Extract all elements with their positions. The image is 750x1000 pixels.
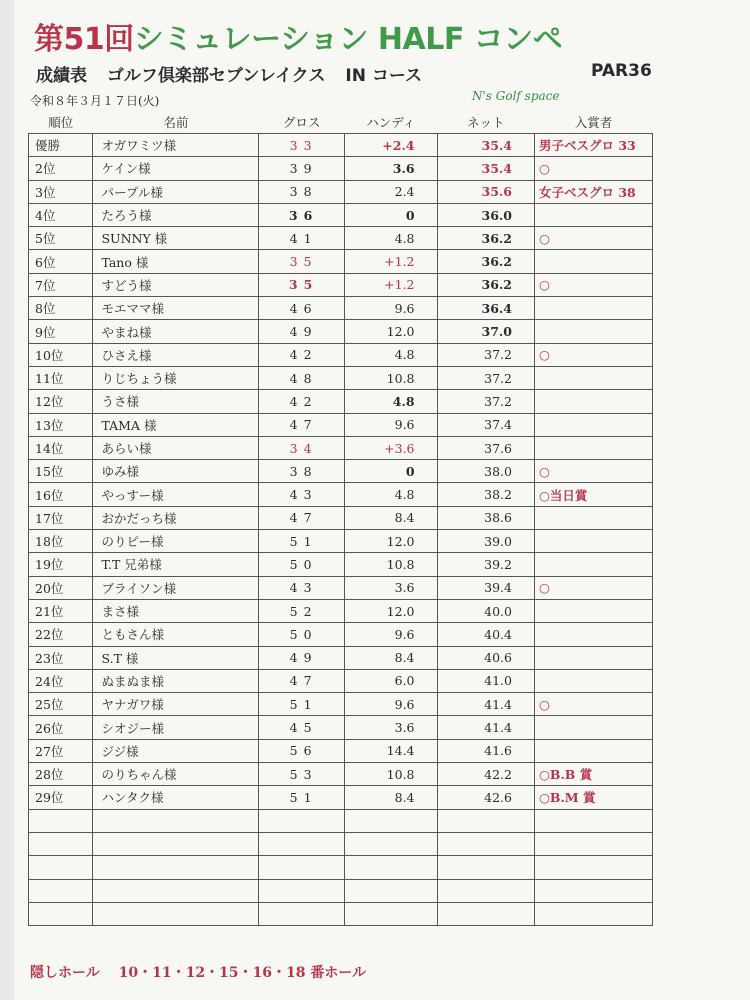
empty-row bbox=[29, 832, 653, 855]
name-cell: たろう様 bbox=[93, 203, 259, 226]
table-row bbox=[29, 390, 653, 413]
gross-cell: 48 bbox=[259, 366, 345, 389]
hidden-holes-label: 隠しホール bbox=[30, 965, 100, 981]
name-cell: T.T 兄弟様 bbox=[93, 553, 259, 576]
header-prize: 入賞者 bbox=[574, 114, 613, 130]
rank-cell: 12位 bbox=[29, 390, 93, 413]
header-name: 名前 bbox=[163, 114, 189, 130]
name-cell: のりピー様 bbox=[93, 530, 259, 553]
prize-cell: ○ bbox=[534, 157, 652, 180]
net-cell bbox=[437, 879, 534, 902]
title-event: シミュレーション HALF コンペ bbox=[133, 22, 563, 57]
net-cell: 38.2 bbox=[437, 483, 534, 506]
prize-cell bbox=[534, 366, 652, 389]
gross-cell: 43 bbox=[259, 576, 345, 599]
handicap-cell: 8.4 bbox=[345, 646, 437, 669]
handicap-cell: 3.6 bbox=[345, 716, 437, 739]
table-row bbox=[29, 366, 653, 389]
handicap-cell: 10.8 bbox=[345, 553, 437, 576]
gross-cell: 39 bbox=[259, 157, 345, 180]
table-row bbox=[29, 669, 653, 692]
hidden-holes-list: 10・11・12・15・16・18 番ホール bbox=[118, 965, 367, 981]
handicap-cell: 9.6 bbox=[345, 693, 437, 716]
name-cell bbox=[93, 902, 259, 925]
net-cell: 41.4 bbox=[437, 693, 534, 716]
net-cell: 41.4 bbox=[437, 716, 534, 739]
rank-cell: 8位 bbox=[29, 297, 93, 320]
name-cell: TAMA 様 bbox=[93, 413, 259, 436]
name-cell: のりちゃん様 bbox=[93, 763, 259, 786]
rank-cell: 優勝 bbox=[29, 134, 93, 157]
rank-cell: 18位 bbox=[29, 530, 93, 553]
empty-row bbox=[29, 902, 653, 925]
net-cell: 36.0 bbox=[437, 203, 534, 226]
handicap-cell: 9.6 bbox=[345, 297, 437, 320]
name-cell: まさ様 bbox=[93, 599, 259, 622]
prize-cell: ○B.M 賞 bbox=[534, 786, 652, 809]
prize-cell: ○ bbox=[534, 227, 652, 250]
gross-cell: 51 bbox=[259, 786, 345, 809]
prize-cell bbox=[534, 832, 652, 855]
rank-cell: 7位 bbox=[29, 273, 93, 296]
prize-cell bbox=[534, 879, 652, 902]
table-row bbox=[29, 506, 653, 529]
name-cell: ハンタク様 bbox=[93, 786, 259, 809]
table-row bbox=[29, 273, 653, 296]
handicap-cell: +3.6 bbox=[345, 436, 437, 459]
net-cell bbox=[437, 832, 534, 855]
net-cell: 37.0 bbox=[437, 320, 534, 343]
gross-cell bbox=[259, 809, 345, 832]
prize-cell bbox=[534, 436, 652, 459]
name-cell: りじちょう様 bbox=[93, 366, 259, 389]
rank-cell: 27位 bbox=[29, 739, 93, 762]
gross-cell: 53 bbox=[259, 763, 345, 786]
table-row bbox=[29, 297, 653, 320]
rank-cell bbox=[29, 809, 93, 832]
gross-cell: 38 bbox=[259, 180, 345, 203]
net-cell: 37.2 bbox=[437, 343, 534, 366]
handicap-cell: 12.0 bbox=[345, 599, 437, 622]
empty-row bbox=[29, 809, 653, 832]
rank-cell: 4位 bbox=[29, 203, 93, 226]
gross-cell bbox=[259, 832, 345, 855]
prize-cell bbox=[534, 297, 652, 320]
prize-cell: 男子ベスグロ 33 bbox=[534, 134, 652, 157]
table-row bbox=[29, 413, 653, 436]
rank-cell: 20位 bbox=[29, 576, 93, 599]
page-title bbox=[34, 14, 562, 58]
table-row bbox=[29, 530, 653, 553]
rank-cell: 10位 bbox=[29, 343, 93, 366]
event-date: 令和８年３月１７日(火) bbox=[30, 94, 160, 108]
net-cell bbox=[437, 902, 534, 925]
handicap-cell: 14.4 bbox=[345, 739, 437, 762]
handicap-cell bbox=[345, 856, 437, 879]
rank-cell: 9位 bbox=[29, 320, 93, 343]
rank-cell: 5位 bbox=[29, 227, 93, 250]
net-cell: 37.6 bbox=[437, 436, 534, 459]
empty-row bbox=[29, 856, 653, 879]
rank-cell: 3位 bbox=[29, 180, 93, 203]
table-row bbox=[29, 693, 653, 716]
name-cell: やっすー様 bbox=[93, 483, 259, 506]
net-cell: 37.2 bbox=[437, 390, 534, 413]
name-cell: ジジ様 bbox=[93, 739, 259, 762]
handicap-cell: 4.8 bbox=[345, 343, 437, 366]
net-cell: 39.0 bbox=[437, 530, 534, 553]
net-cell bbox=[437, 809, 534, 832]
gross-cell: 51 bbox=[259, 530, 345, 553]
handicap-cell: 10.8 bbox=[345, 366, 437, 389]
table-row bbox=[29, 343, 653, 366]
prize-cell bbox=[534, 530, 652, 553]
handicap-cell bbox=[345, 902, 437, 925]
gross-cell bbox=[259, 879, 345, 902]
prize-cell bbox=[534, 902, 652, 925]
net-cell: 37.4 bbox=[437, 413, 534, 436]
net-cell: 35.4 bbox=[437, 157, 534, 180]
handicap-cell: 0 bbox=[345, 203, 437, 226]
handicap-cell: 8.4 bbox=[345, 786, 437, 809]
subtitle bbox=[36, 61, 436, 86]
gross-cell: 45 bbox=[259, 716, 345, 739]
gross-cell: 47 bbox=[259, 669, 345, 692]
rank-cell: 19位 bbox=[29, 553, 93, 576]
table-row bbox=[29, 180, 653, 203]
name-cell bbox=[93, 879, 259, 902]
name-cell: やまね様 bbox=[93, 320, 259, 343]
prize-cell: ○ bbox=[534, 576, 652, 599]
prize-cell bbox=[534, 739, 652, 762]
net-cell: 40.6 bbox=[437, 646, 534, 669]
table-row bbox=[29, 157, 653, 180]
name-cell: ぬまぬま様 bbox=[93, 669, 259, 692]
table-row bbox=[29, 576, 653, 599]
gross-cell: 42 bbox=[259, 390, 345, 413]
table-row bbox=[29, 646, 653, 669]
prize-cell bbox=[534, 320, 652, 343]
prize-cell: ○ bbox=[534, 343, 652, 366]
gross-cell: 35 bbox=[259, 273, 345, 296]
gross-cell: 51 bbox=[259, 693, 345, 716]
prize-cell bbox=[534, 553, 652, 576]
prize-cell bbox=[534, 413, 652, 436]
rank-cell: 28位 bbox=[29, 763, 93, 786]
net-cell: 35.6 bbox=[437, 180, 534, 203]
name-cell: すどう様 bbox=[93, 273, 259, 296]
rank-cell: 22位 bbox=[29, 623, 93, 646]
gross-cell: 56 bbox=[259, 739, 345, 762]
table-row bbox=[29, 623, 653, 646]
name-cell: オガワミツ様 bbox=[93, 134, 259, 157]
rank-cell bbox=[29, 879, 93, 902]
handicap-cell bbox=[345, 832, 437, 855]
net-cell: 40.4 bbox=[437, 623, 534, 646]
rank-cell: 21位 bbox=[29, 599, 93, 622]
net-cell: 37.2 bbox=[437, 366, 534, 389]
subtitle-label: 成績表 bbox=[36, 66, 87, 86]
name-cell: Tano 様 bbox=[93, 250, 259, 273]
rank-cell bbox=[29, 832, 93, 855]
gross-cell: 49 bbox=[259, 646, 345, 669]
net-cell: 41.0 bbox=[437, 669, 534, 692]
prize-cell bbox=[534, 716, 652, 739]
name-cell: シオジー様 bbox=[93, 716, 259, 739]
handicap-cell: 3.6 bbox=[345, 576, 437, 599]
handicap-cell: 0 bbox=[345, 460, 437, 483]
rank-cell: 2位 bbox=[29, 157, 93, 180]
gross-cell: 47 bbox=[259, 413, 345, 436]
gross-cell: 33 bbox=[259, 134, 345, 157]
table-row bbox=[29, 763, 653, 786]
net-cell: 38.6 bbox=[437, 506, 534, 529]
gross-cell: 34 bbox=[259, 436, 345, 459]
handicap-cell: 6.0 bbox=[345, 669, 437, 692]
table-row bbox=[29, 320, 653, 343]
rank-cell: 11位 bbox=[29, 366, 93, 389]
prize-cell bbox=[534, 809, 652, 832]
name-cell bbox=[93, 856, 259, 879]
gross-cell bbox=[259, 902, 345, 925]
handicap-cell: 9.6 bbox=[345, 413, 437, 436]
title-number: 第51回 bbox=[34, 22, 134, 57]
gross-cell: 47 bbox=[259, 506, 345, 529]
rank-cell: 24位 bbox=[29, 669, 93, 692]
rank-cell: 17位 bbox=[29, 506, 93, 529]
name-cell: あらい様 bbox=[93, 436, 259, 459]
net-cell: 42.2 bbox=[437, 763, 534, 786]
rank-cell: 25位 bbox=[29, 693, 93, 716]
gross-cell: 42 bbox=[259, 343, 345, 366]
prize-cell bbox=[534, 390, 652, 413]
gross-cell: 50 bbox=[259, 553, 345, 576]
handicap-cell: +2.4 bbox=[345, 134, 437, 157]
handicap-cell: 9.6 bbox=[345, 623, 437, 646]
prize-cell bbox=[534, 623, 652, 646]
handicap-cell bbox=[345, 879, 437, 902]
handicap-cell: 3.6 bbox=[345, 157, 437, 180]
prize-cell bbox=[534, 599, 652, 622]
net-cell: 35.4 bbox=[437, 134, 534, 157]
name-cell: ブライソン様 bbox=[93, 576, 259, 599]
handicap-cell: 12.0 bbox=[345, 320, 437, 343]
handicap-cell: 2.4 bbox=[345, 180, 437, 203]
name-cell: ゆみ様 bbox=[93, 460, 259, 483]
table-row bbox=[29, 134, 653, 157]
name-cell: うさ様 bbox=[93, 390, 259, 413]
name-cell: ともさん様 bbox=[93, 623, 259, 646]
prize-cell: ○B.B 賞 bbox=[534, 763, 652, 786]
prize-cell bbox=[534, 646, 652, 669]
prize-cell bbox=[534, 203, 652, 226]
net-cell: 36.2 bbox=[437, 227, 534, 250]
gross-cell: 50 bbox=[259, 623, 345, 646]
handicap-cell bbox=[345, 809, 437, 832]
prize-cell bbox=[534, 506, 652, 529]
table-row bbox=[29, 716, 653, 739]
hidden-holes-note bbox=[30, 962, 366, 982]
gross-cell: 41 bbox=[259, 227, 345, 250]
handicap-cell: +1.2 bbox=[345, 250, 437, 273]
name-cell bbox=[93, 832, 259, 855]
name-cell: ひさえ様 bbox=[93, 343, 259, 366]
rank-cell: 15位 bbox=[29, 460, 93, 483]
prize-cell: ○ bbox=[534, 693, 652, 716]
name-cell: ケイン様 bbox=[93, 157, 259, 180]
table-row bbox=[29, 203, 653, 226]
table-row bbox=[29, 786, 653, 809]
handicap-cell: 8.4 bbox=[345, 506, 437, 529]
table-row bbox=[29, 553, 653, 576]
rank-cell: 13位 bbox=[29, 413, 93, 436]
prize-cell: ○当日賞 bbox=[534, 483, 652, 506]
gross-cell: 35 bbox=[259, 250, 345, 273]
table-header-row bbox=[29, 110, 653, 134]
prize-cell: ○ bbox=[534, 460, 652, 483]
prize-cell bbox=[534, 250, 652, 273]
handicap-cell: 4.8 bbox=[345, 390, 437, 413]
empty-row bbox=[29, 879, 653, 902]
rank-cell: 14位 bbox=[29, 436, 93, 459]
name-cell: S.T 様 bbox=[93, 646, 259, 669]
rank-cell: 23位 bbox=[29, 646, 93, 669]
rank-cell: 16位 bbox=[29, 483, 93, 506]
table-row bbox=[29, 483, 653, 506]
gross-cell: 52 bbox=[259, 599, 345, 622]
gross-cell: 43 bbox=[259, 483, 345, 506]
handicap-cell: 4.8 bbox=[345, 483, 437, 506]
gross-cell: 49 bbox=[259, 320, 345, 343]
results-table bbox=[28, 110, 653, 926]
handicap-cell: +1.2 bbox=[345, 273, 437, 296]
rank-cell bbox=[29, 902, 93, 925]
name-cell: ヤナガワ様 bbox=[93, 693, 259, 716]
gross-cell: 46 bbox=[259, 297, 345, 320]
par-label: PAR36 bbox=[591, 61, 652, 81]
handicap-cell: 4.8 bbox=[345, 227, 437, 250]
net-cell: 39.4 bbox=[437, 576, 534, 599]
net-cell bbox=[437, 856, 534, 879]
course-name: ゴルフ倶楽部セブンレイクス bbox=[106, 66, 326, 86]
header-gross: グロス bbox=[282, 114, 321, 130]
gross-cell bbox=[259, 856, 345, 879]
gross-cell: 38 bbox=[259, 460, 345, 483]
net-cell: 42.6 bbox=[437, 786, 534, 809]
net-cell: 36.2 bbox=[437, 273, 534, 296]
name-cell: おかだっち様 bbox=[93, 506, 259, 529]
rank-cell bbox=[29, 856, 93, 879]
net-cell: 38.0 bbox=[437, 460, 534, 483]
net-cell: 41.6 bbox=[437, 739, 534, 762]
prize-cell bbox=[534, 856, 652, 879]
name-cell: モエママ様 bbox=[93, 297, 259, 320]
table-row bbox=[29, 250, 653, 273]
handicap-cell: 10.8 bbox=[345, 763, 437, 786]
table-row bbox=[29, 227, 653, 250]
net-cell: 36.4 bbox=[437, 297, 534, 320]
header-net: ネット bbox=[466, 114, 505, 130]
name-cell bbox=[93, 809, 259, 832]
header-handicap: ハンディ bbox=[366, 114, 416, 130]
organizer-logo: N's Golf space bbox=[472, 89, 560, 103]
prize-cell: 女子ベスグロ 38 bbox=[534, 180, 652, 203]
rank-cell: 29位 bbox=[29, 786, 93, 809]
prize-cell: ○ bbox=[534, 273, 652, 296]
table-row bbox=[29, 599, 653, 622]
net-cell: 39.2 bbox=[437, 553, 534, 576]
header-rank: 順位 bbox=[48, 114, 74, 130]
table-row bbox=[29, 436, 653, 459]
handicap-cell: 12.0 bbox=[345, 530, 437, 553]
table-row bbox=[29, 739, 653, 762]
rank-cell: 26位 bbox=[29, 716, 93, 739]
table-row bbox=[29, 460, 653, 483]
net-cell: 36.2 bbox=[437, 250, 534, 273]
net-cell: 40.0 bbox=[437, 599, 534, 622]
course-side: IN コース bbox=[345, 66, 423, 86]
prize-cell bbox=[534, 669, 652, 692]
rank-cell: 6位 bbox=[29, 250, 93, 273]
gross-cell: 36 bbox=[259, 203, 345, 226]
name-cell: SUNNY 様 bbox=[93, 227, 259, 250]
name-cell: パープル様 bbox=[93, 180, 259, 203]
